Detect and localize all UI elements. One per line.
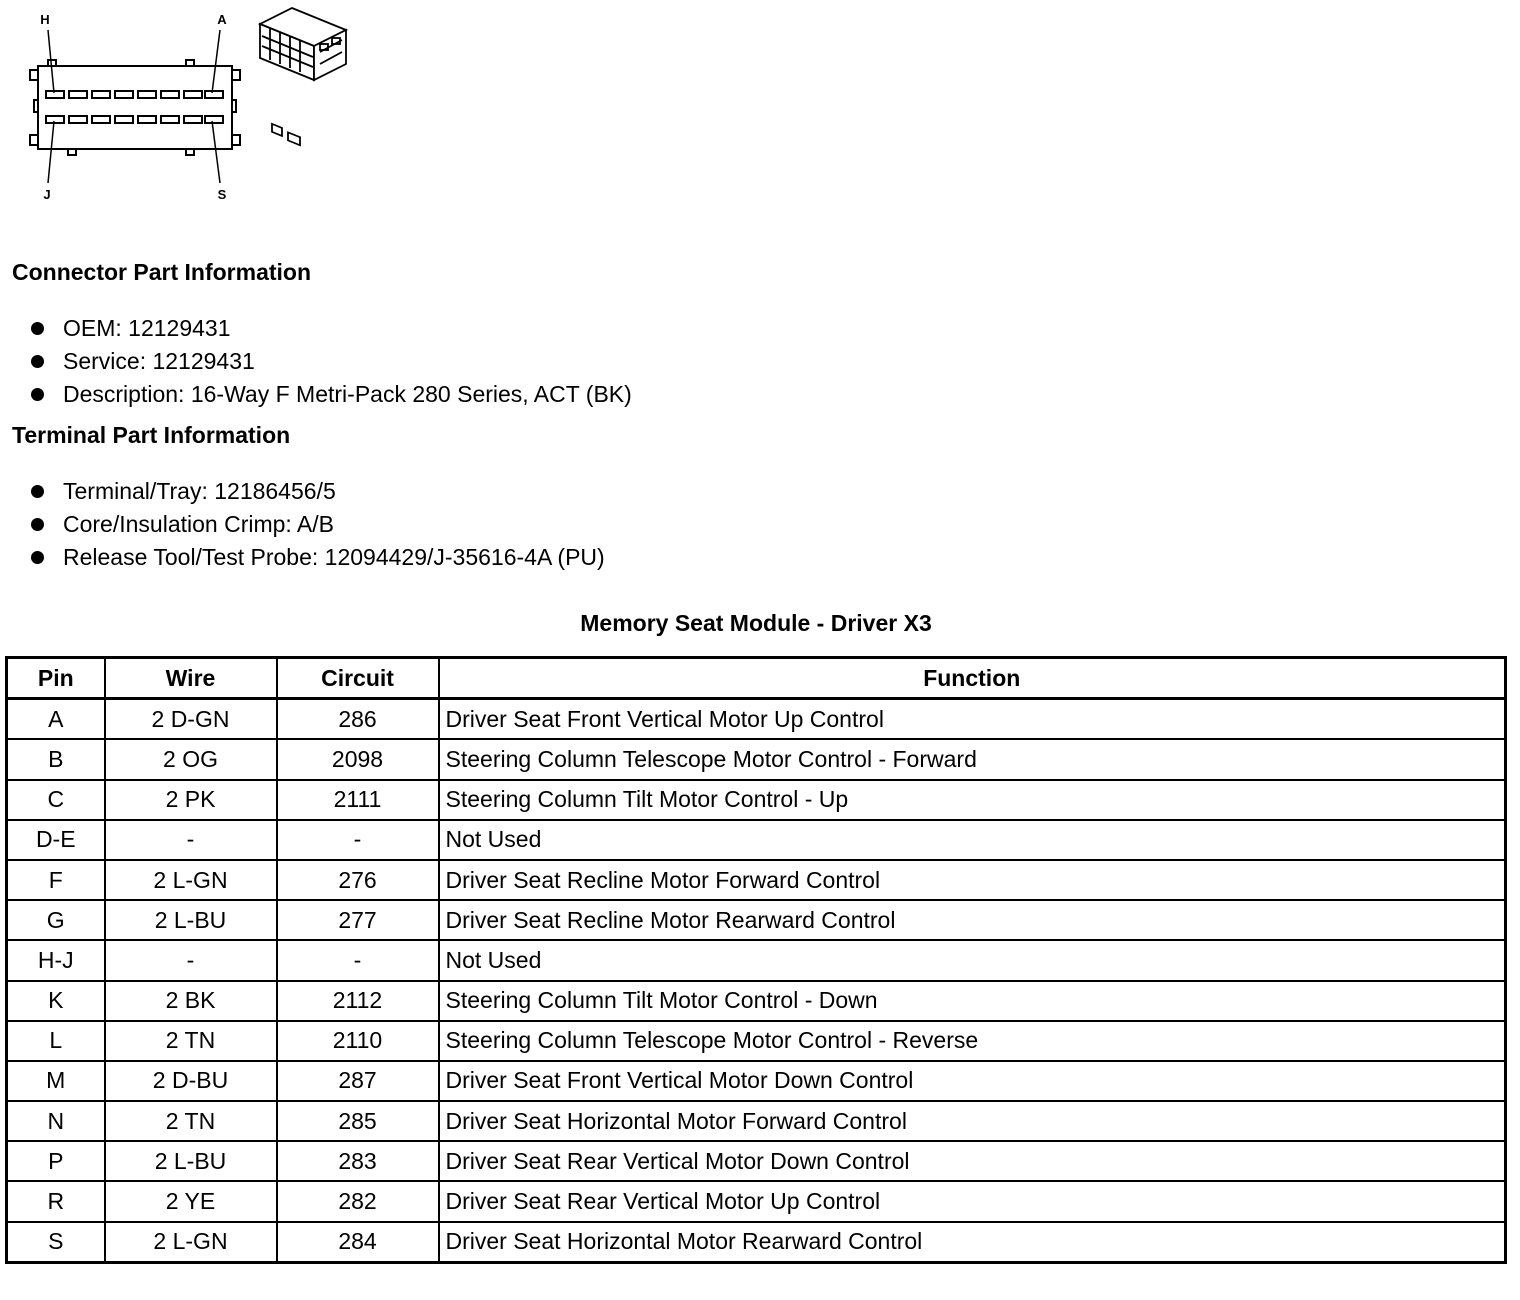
table-row <box>7 860 1506 900</box>
pin-label-j: J <box>43 187 51 202</box>
header-wire: Wire <box>105 658 277 699</box>
cell-pin: K <box>7 981 105 1021</box>
cell-pin: A <box>7 699 105 740</box>
cell-circuit: 286 <box>277 699 439 740</box>
list-item: Core/Insulation Crimp: A/B <box>30 508 605 541</box>
cell-wire: 2 OG <box>105 739 277 779</box>
list-item: Release Tool/Test Probe: 12094429/J-35616-4A (PU) <box>30 541 605 574</box>
cell-pin: P <box>7 1141 105 1181</box>
bullet-icon <box>31 355 44 368</box>
table-row <box>7 940 1506 980</box>
cell-pin: C <box>7 780 105 820</box>
terminal-info-list <box>30 475 605 574</box>
bullet-icon <box>31 322 44 335</box>
list-item: Description: 16-Way F Metri-Pack 280 Series, ACT (BK) <box>30 378 632 411</box>
cell-pin: H-J <box>7 940 105 980</box>
cell-pin: D-E <box>7 820 105 860</box>
list-item: Terminal/Tray: 12186456/5 <box>30 475 605 508</box>
table-title: Memory Seat Module - Driver X3 <box>580 610 932 636</box>
cell-wire: 2 BK <box>105 981 277 1021</box>
connector-info-list <box>30 312 632 411</box>
cell-circuit: 2110 <box>277 1021 439 1061</box>
bullet-icon <box>31 388 44 401</box>
cell-pin: M <box>7 1061 105 1101</box>
cell-wire: 2 L-BU <box>105 1141 277 1181</box>
cell-function: Driver Seat Recline Motor Forward Control <box>439 860 1506 900</box>
table-row <box>7 1021 1506 1061</box>
connector-isometric-image <box>260 8 346 145</box>
pin-label-s: S <box>217 187 227 202</box>
cell-circuit: 282 <box>277 1181 439 1221</box>
cell-wire: - <box>105 820 277 860</box>
table-header-row <box>7 658 1506 699</box>
list-item: Service: 12129431 <box>30 345 632 378</box>
cell-circuit: 277 <box>277 900 439 940</box>
table-row <box>7 780 1506 820</box>
cell-function: Driver Seat Horizontal Motor Rearward Control <box>439 1222 1506 1263</box>
cell-pin: G <box>7 900 105 940</box>
cell-function: Driver Seat Horizontal Motor Forward Control <box>439 1101 1506 1141</box>
cell-wire: 2 D-GN <box>105 699 277 740</box>
table-row <box>7 699 1506 740</box>
header-circuit: Circuit <box>277 658 439 699</box>
table-row <box>7 1222 1506 1263</box>
cell-function: Driver Seat Rear Vertical Motor Down Control <box>439 1141 1506 1181</box>
cell-function: Driver Seat Rear Vertical Motor Up Control <box>439 1181 1506 1221</box>
cell-wire: 2 TN <box>105 1101 277 1141</box>
table-row <box>7 1141 1506 1181</box>
table-row <box>7 900 1506 940</box>
bullet-icon <box>31 518 44 531</box>
cell-function: Steering Column Telescope Motor Control - Forward <box>439 739 1506 779</box>
terminal-info-title: Terminal Part Information <box>12 422 291 448</box>
cell-circuit: 283 <box>277 1141 439 1181</box>
cell-circuit: 276 <box>277 860 439 900</box>
cell-circuit: 2112 <box>277 981 439 1021</box>
cell-function: Not Used <box>439 820 1506 860</box>
cell-function: Not Used <box>439 940 1506 980</box>
list-item: OEM: 12129431 <box>30 312 632 345</box>
cell-circuit: 2111 <box>277 780 439 820</box>
cell-circuit: 287 <box>277 1061 439 1101</box>
cell-wire: 2 L-GN <box>105 1222 277 1263</box>
cell-function: Steering Column Tilt Motor Control - Up <box>439 780 1506 820</box>
cell-wire: 2 D-BU <box>105 1061 277 1101</box>
cell-circuit: - <box>277 940 439 980</box>
table-row <box>7 981 1506 1021</box>
header-pin: Pin <box>7 658 105 699</box>
cell-pin: B <box>7 739 105 779</box>
cell-wire: 2 PK <box>105 780 277 820</box>
cell-circuit: 285 <box>277 1101 439 1141</box>
pin-label-h: H <box>40 12 50 27</box>
cell-pin: R <box>7 1181 105 1221</box>
cell-function: Steering Column Tilt Motor Control - Down <box>439 981 1506 1021</box>
cell-circuit: 284 <box>277 1222 439 1263</box>
cell-function: Steering Column Telescope Motor Control - Reverse <box>439 1021 1506 1061</box>
bullet-icon <box>31 551 44 564</box>
cell-function: Driver Seat Recline Motor Rearward Control <box>439 900 1506 940</box>
table-row <box>7 739 1506 779</box>
connector-info-title: Connector Part Information <box>12 259 312 285</box>
cell-pin: S <box>7 1222 105 1263</box>
cell-function: Driver Seat Front Vertical Motor Up Control <box>439 699 1506 740</box>
pinout-table <box>5 656 1507 1264</box>
cell-wire: 2 L-GN <box>105 860 277 900</box>
cell-wire: 2 L-BU <box>105 900 277 940</box>
header-function: Function <box>439 658 1506 699</box>
cell-circuit: 2098 <box>277 739 439 779</box>
cell-wire: 2 TN <box>105 1021 277 1061</box>
cell-pin: L <box>7 1021 105 1061</box>
cell-circuit: - <box>277 820 439 860</box>
cell-function: Driver Seat Front Vertical Motor Down Control <box>439 1061 1506 1101</box>
connector-body <box>38 66 232 149</box>
pin-label-a: A <box>217 12 227 27</box>
connector-diagram <box>0 0 380 215</box>
table-row <box>7 820 1506 860</box>
table-row <box>7 1061 1506 1101</box>
table-row <box>7 1181 1506 1221</box>
table-row <box>7 1101 1506 1141</box>
cell-pin: F <box>7 860 105 900</box>
bullet-icon <box>31 485 44 498</box>
cell-wire: 2 YE <box>105 1181 277 1221</box>
cell-pin: N <box>7 1101 105 1141</box>
cell-wire: - <box>105 940 277 980</box>
